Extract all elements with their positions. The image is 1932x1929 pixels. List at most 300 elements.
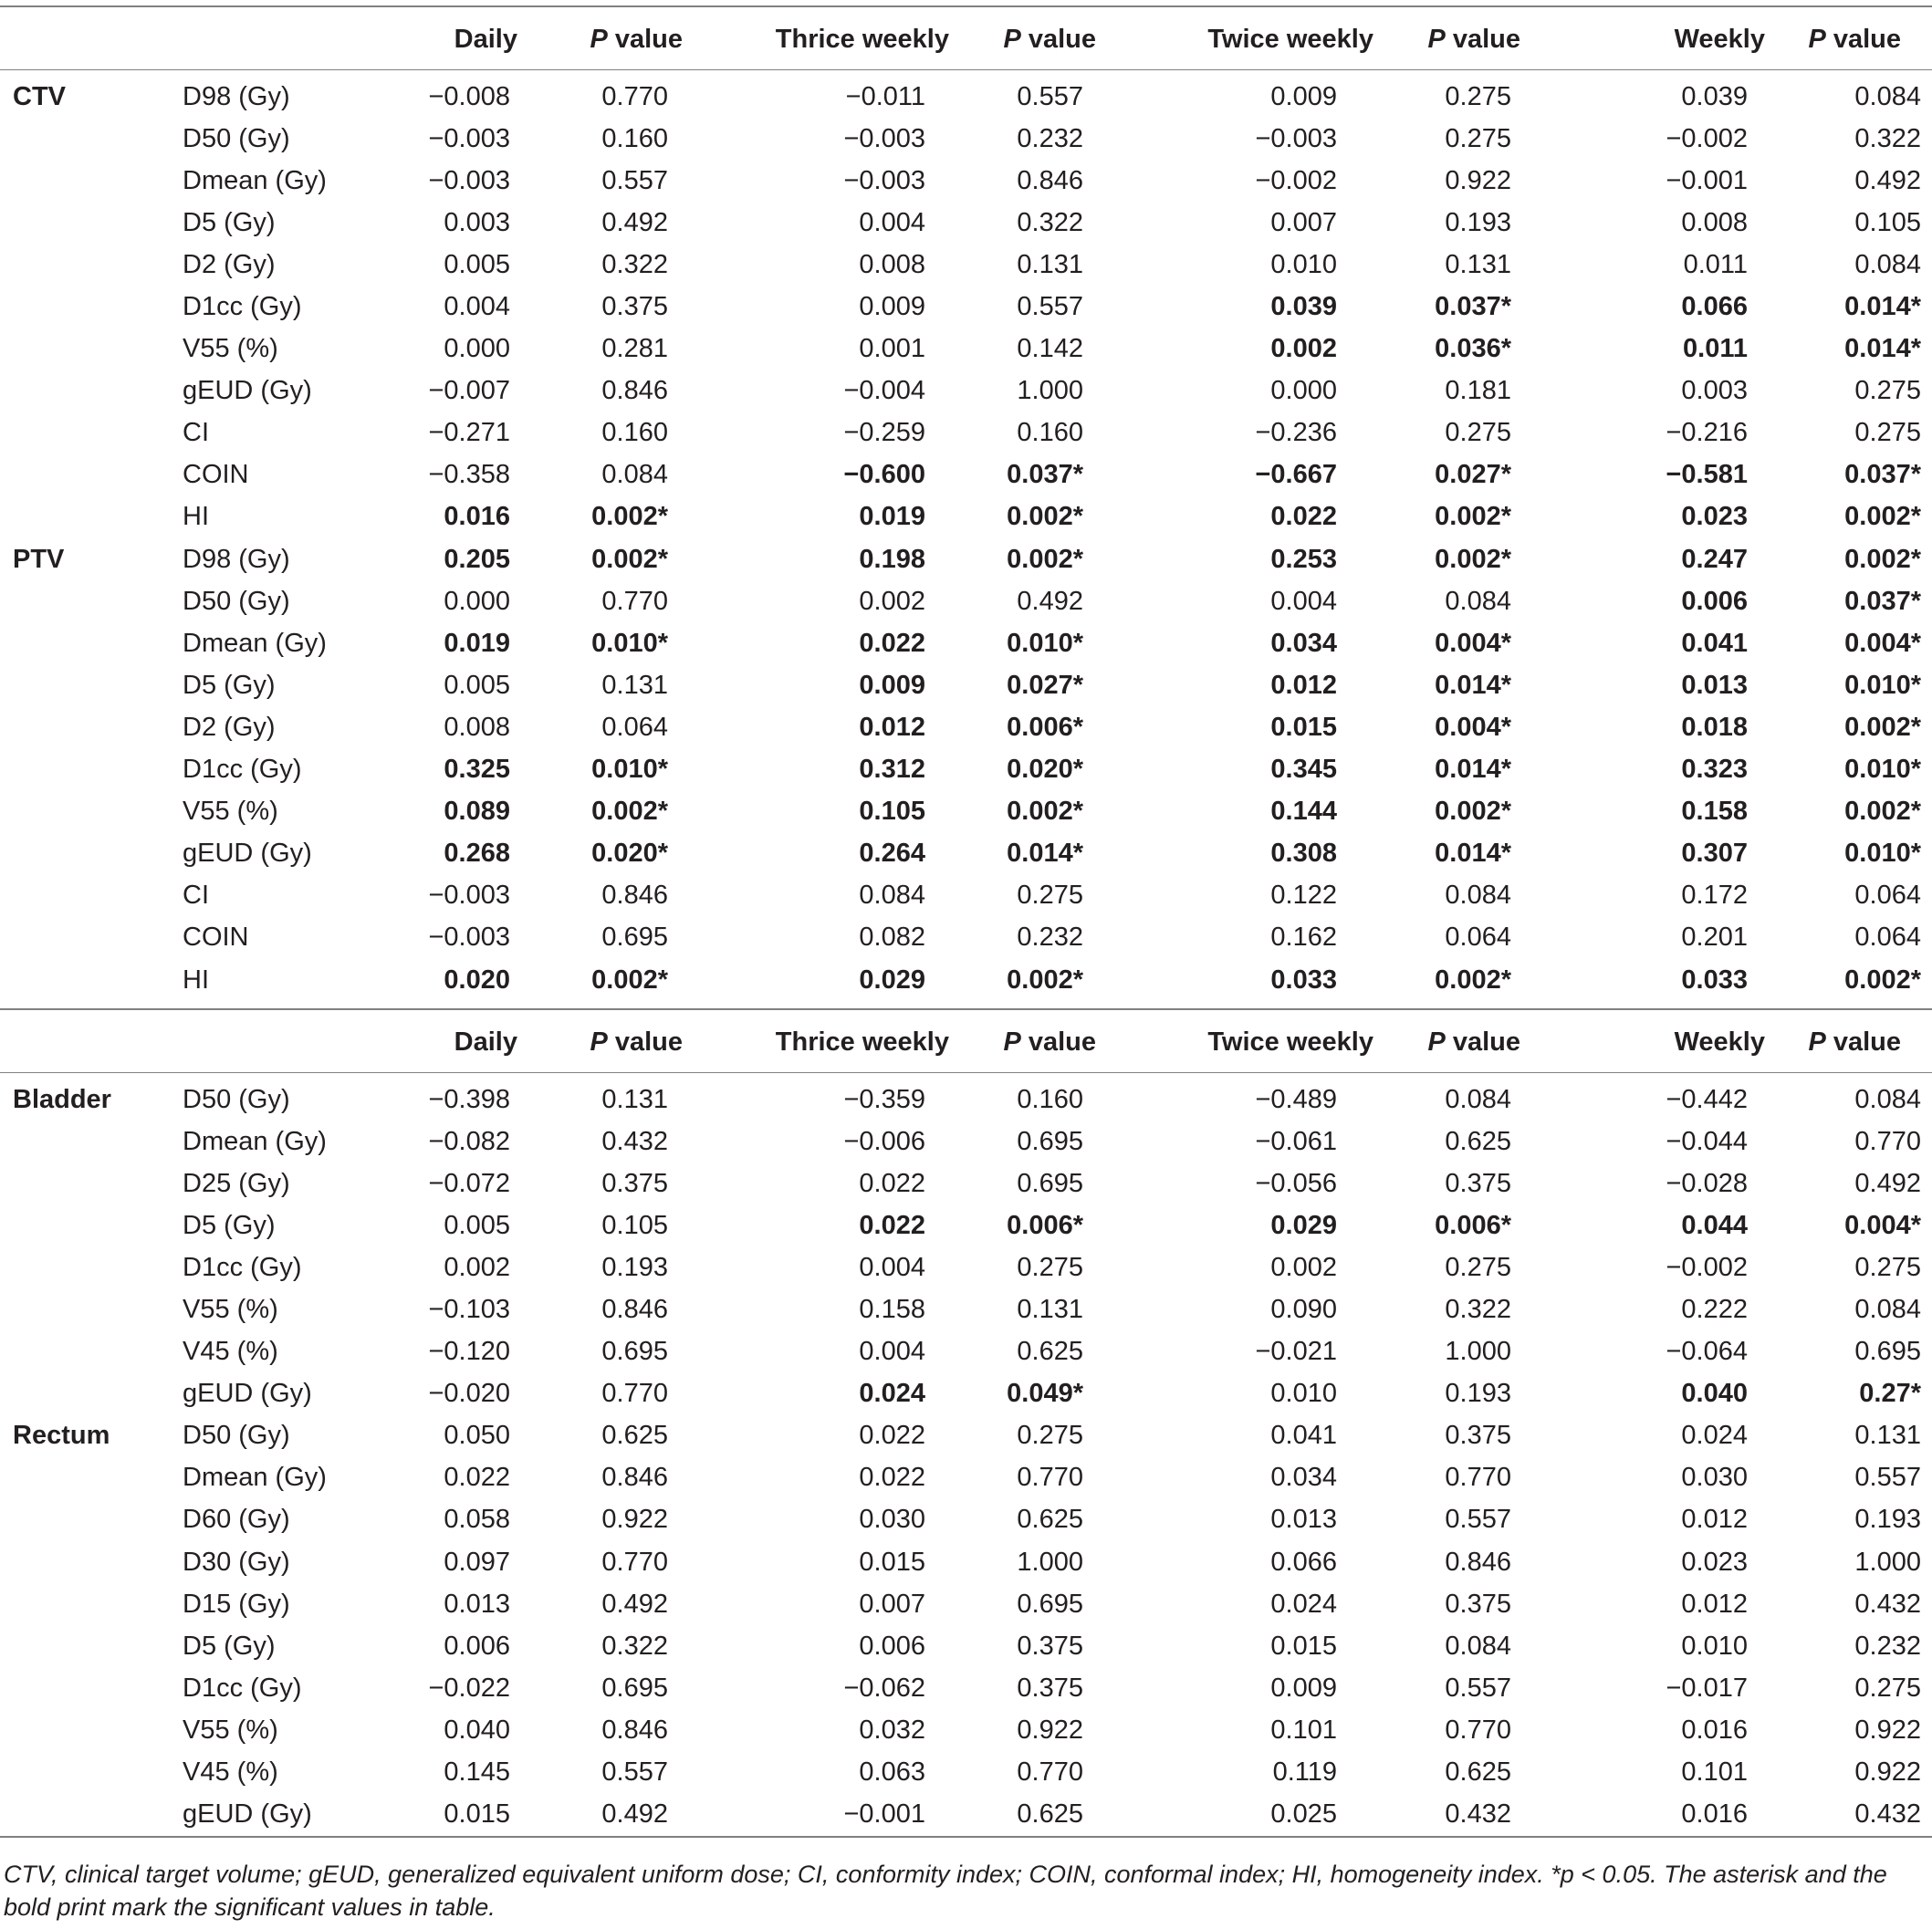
- group-label-empty: [0, 1373, 183, 1415]
- table-row: [0, 833, 1932, 875]
- difference-value-cell: 0.012: [1270, 670, 1337, 700]
- p-value-cell: 0.037*: [1007, 460, 1083, 490]
- metric-label: V55 (%): [183, 1715, 278, 1745]
- p-value-cell: 0.375: [1445, 1589, 1511, 1619]
- difference-value-cell: 0.008: [1681, 207, 1748, 237]
- p-value-cell: 0.432: [601, 1126, 668, 1156]
- difference-value-cell: 0.029: [1270, 1210, 1337, 1240]
- p-value-cell: 0.275: [1445, 81, 1511, 111]
- p-value-cell: 0.014*: [1844, 334, 1921, 364]
- metric-label: D5 (Gy): [183, 670, 276, 700]
- metric-label: D5 (Gy): [183, 1210, 276, 1240]
- table-row: [0, 791, 1932, 833]
- difference-value-cell: −0.667: [1255, 460, 1337, 490]
- p-value-cell: 0.922: [1854, 1715, 1921, 1745]
- difference-value-cell: 0.006: [444, 1631, 510, 1661]
- difference-value-cell: 0.012: [1681, 1505, 1748, 1535]
- difference-value-cell: −0.082: [428, 1126, 510, 1156]
- p-value-cell: 0.322: [601, 1631, 668, 1661]
- p-value-cell: 0.846: [601, 376, 668, 406]
- difference-value-cell: 0.247: [1681, 544, 1748, 574]
- table-row: [0, 538, 1932, 580]
- difference-value-cell: 0.090: [1270, 1295, 1337, 1325]
- metric-label: CI: [183, 418, 209, 448]
- group-label-empty: [0, 160, 183, 202]
- p-value-cell: 0.232: [1017, 123, 1083, 153]
- difference-value-cell: 0.013: [444, 1589, 510, 1619]
- metric-label: CI: [183, 881, 209, 911]
- p-value-cell: 0.049*: [1007, 1379, 1083, 1409]
- difference-value-cell: 0.022: [859, 1421, 925, 1451]
- p-value-cell: 0.275: [1017, 881, 1083, 911]
- difference-value-cell: −0.259: [843, 418, 925, 448]
- p-value-cell: 0.275: [1445, 418, 1511, 448]
- p-value-cell: 0.375: [1445, 1421, 1511, 1451]
- p-value-cell: 0.770: [1445, 1715, 1511, 1745]
- p-value-cell: 0.322: [1445, 1295, 1511, 1325]
- group-label-empty: [0, 1625, 183, 1667]
- p-value-cell: 0.010*: [1844, 839, 1921, 869]
- metric-label: D50 (Gy): [183, 1084, 290, 1114]
- difference-value-cell: −0.003: [428, 923, 510, 953]
- p-value-cell: 0.084: [1445, 586, 1511, 616]
- difference-value-cell: 0.024: [859, 1379, 925, 1409]
- difference-value-cell: −0.056: [1255, 1168, 1337, 1198]
- p-value-cell: 0.625: [1017, 1505, 1083, 1535]
- group-label-empty: [0, 580, 183, 622]
- difference-value-cell: −0.061: [1255, 1126, 1337, 1156]
- p-value-cell: 0.322: [1854, 123, 1921, 153]
- table-row: [0, 875, 1932, 917]
- group-label-empty: [0, 1163, 183, 1204]
- difference-value-cell: 0.084: [859, 881, 925, 911]
- group-label-empty: [0, 454, 183, 496]
- difference-value-cell: 0.172: [1681, 881, 1748, 911]
- p-value-cell: 1.000: [1854, 1547, 1921, 1577]
- p-value-cell: 0.492: [601, 207, 668, 237]
- p-value-cell: 0.625: [1445, 1126, 1511, 1156]
- difference-value-cell: 0.020: [444, 964, 510, 995]
- p-value-cell: 0.557: [601, 165, 668, 195]
- difference-value-cell: 0.013: [1681, 670, 1748, 700]
- difference-value-cell: 0.312: [859, 755, 925, 785]
- difference-value-cell: 0.101: [1270, 1715, 1337, 1745]
- metric-label: gEUD (Gy): [183, 376, 312, 406]
- header-p-value: P value: [1373, 6, 1551, 70]
- p-value-cell: 0.557: [1445, 1505, 1511, 1535]
- p-value-cell: 0.695: [601, 923, 668, 953]
- difference-value-cell: 0.011: [1683, 334, 1748, 364]
- metric-label: COIN: [183, 460, 249, 490]
- difference-value-cell: 0.158: [1681, 797, 1748, 827]
- difference-value-cell: 0.050: [444, 1421, 510, 1451]
- difference-value-cell: 0.004: [859, 207, 925, 237]
- difference-value-cell: 0.082: [859, 923, 925, 953]
- p-value-cell: 0.131: [1017, 249, 1083, 279]
- difference-value-cell: −0.006: [843, 1126, 925, 1156]
- table-row: [0, 1121, 1932, 1163]
- p-value-cell: 0.695: [1854, 1337, 1921, 1367]
- table-row: [0, 1204, 1932, 1246]
- table-row: [0, 286, 1932, 328]
- difference-value-cell: 0.005: [444, 670, 510, 700]
- p-value-cell: 0.281: [601, 334, 668, 364]
- difference-value-cell: −0.072: [428, 1168, 510, 1198]
- p-value-cell: 0.770: [601, 1379, 668, 1409]
- metric-label: D98 (Gy): [183, 544, 290, 574]
- difference-value-cell: −0.003: [428, 881, 510, 911]
- p-value-cell: 0.846: [1017, 165, 1083, 195]
- difference-value-cell: 0.015: [1270, 712, 1337, 742]
- p-value-cell: 0.002*: [1007, 797, 1083, 827]
- difference-value-cell: 0.023: [1681, 1547, 1748, 1577]
- p-value-cell: 0.105: [1854, 207, 1921, 237]
- group-label-empty: [0, 959, 183, 1001]
- table-row: [0, 118, 1932, 160]
- p-value-cell: 0.064: [1854, 881, 1921, 911]
- p-value-cell: 0.557: [1445, 1673, 1511, 1703]
- p-value-cell: 0.084: [1854, 1295, 1921, 1325]
- p-value-cell: 0.084: [1854, 249, 1921, 279]
- group-label-empty: [0, 202, 183, 244]
- group-label-empty: [0, 328, 183, 370]
- p-value-cell: 0.375: [1445, 1168, 1511, 1198]
- header-blank-metric: [183, 6, 392, 70]
- difference-value-cell: 0.058: [444, 1505, 510, 1535]
- group-label-empty: [0, 1457, 183, 1499]
- p-value-cell: 0.002*: [591, 964, 668, 995]
- difference-value-cell: 0.012: [859, 712, 925, 742]
- difference-value-cell: 0.063: [859, 1757, 925, 1788]
- header-p-value: P value: [1780, 6, 1932, 70]
- p-value-cell: 1.000: [1445, 1337, 1511, 1367]
- p-value-cell: 0.27*: [1859, 1379, 1921, 1409]
- p-value-cell: 0.027*: [1435, 460, 1511, 490]
- difference-value-cell: −0.064: [1666, 1337, 1748, 1367]
- p-value-cell: 0.160: [601, 123, 668, 153]
- p-value-cell: 0.037*: [1844, 586, 1921, 616]
- difference-value-cell: 0.010: [1681, 1631, 1748, 1661]
- p-value-cell: 0.922: [1854, 1757, 1921, 1788]
- table-row: [0, 1583, 1932, 1625]
- metric-label: D30 (Gy): [183, 1547, 290, 1577]
- table-row: [0, 1163, 1932, 1204]
- difference-value-cell: 0.016: [1681, 1715, 1748, 1745]
- p-value-cell: 0.002*: [1435, 502, 1511, 532]
- difference-value-cell: 0.008: [859, 249, 925, 279]
- p-value-cell: 0.275: [1017, 1421, 1083, 1451]
- difference-value-cell: 0.011: [1683, 249, 1748, 279]
- group-label-empty: [0, 412, 183, 454]
- p-value-cell: 0.770: [601, 81, 668, 111]
- p-value-cell: 0.922: [601, 1505, 668, 1535]
- metric-label: Dmean (Gy): [183, 628, 327, 658]
- p-value-cell: 0.010*: [591, 628, 668, 658]
- p-value-cell: 0.375: [601, 1168, 668, 1198]
- p-value-cell: 0.492: [1854, 165, 1921, 195]
- difference-value-cell: 0.010: [1270, 249, 1337, 279]
- difference-value-cell: −0.442: [1666, 1084, 1748, 1114]
- difference-value-cell: −0.001: [1666, 165, 1748, 195]
- p-value-cell: 0.142: [1017, 334, 1083, 364]
- p-value-cell: 0.002*: [1007, 502, 1083, 532]
- metric-label: D60 (Gy): [183, 1505, 290, 1535]
- p-value-cell: 0.160: [601, 418, 668, 448]
- table-row: [0, 1331, 1932, 1373]
- table-row: [0, 160, 1932, 202]
- difference-value-cell: −0.003: [428, 165, 510, 195]
- metric-label: gEUD (Gy): [183, 1379, 312, 1409]
- difference-value-cell: −0.003: [428, 123, 510, 153]
- p-value-cell: 0.846: [601, 1295, 668, 1325]
- p-value-cell: 0.492: [1017, 586, 1083, 616]
- metric-label: V55 (%): [183, 1295, 278, 1325]
- difference-value-cell: 0.119: [1272, 1757, 1337, 1788]
- group-label-empty: [0, 1752, 183, 1794]
- p-value-cell: 0.014*: [1844, 292, 1921, 322]
- p-value-cell: 0.275: [1854, 418, 1921, 448]
- p-value-cell: 0.770: [601, 586, 668, 616]
- p-value-cell: 0.160: [1017, 418, 1083, 448]
- difference-value-cell: 0.268: [444, 839, 510, 869]
- header-p-value: P value: [960, 1009, 1127, 1073]
- p-value-cell: 0.846: [601, 1463, 668, 1493]
- p-value-cell: 0.846: [601, 881, 668, 911]
- difference-value-cell: −0.008: [428, 81, 510, 111]
- difference-value-cell: 0.145: [444, 1757, 510, 1788]
- p-value-cell: 0.131: [601, 670, 668, 700]
- p-value-cell: 0.375: [1017, 1631, 1083, 1661]
- difference-value-cell: −0.007: [428, 376, 510, 406]
- difference-value-cell: −0.120: [428, 1337, 510, 1367]
- p-value-cell: 0.232: [1017, 923, 1083, 953]
- p-value-cell: 0.002*: [1844, 502, 1921, 532]
- p-value-cell: 0.010*: [1844, 755, 1921, 785]
- p-value-cell: 0.322: [1017, 207, 1083, 237]
- table-row: [0, 622, 1932, 664]
- difference-value-cell: −0.002: [1666, 123, 1748, 153]
- metric-label: Dmean (Gy): [183, 165, 327, 195]
- difference-value-cell: 0.029: [859, 964, 925, 995]
- p-value-cell: 0.002*: [1435, 544, 1511, 574]
- difference-value-cell: −0.002: [1255, 165, 1337, 195]
- metric-label: D98 (Gy): [183, 81, 290, 111]
- p-value-cell: 0.375: [1017, 1673, 1083, 1703]
- header-daily: Daily: [392, 1009, 517, 1073]
- metric-label: HI: [183, 502, 209, 532]
- metric-label: gEUD (Gy): [183, 839, 312, 869]
- table-row: [0, 454, 1932, 496]
- p-value-cell: 1.000: [1017, 376, 1083, 406]
- p-value-cell: 0.625: [1445, 1757, 1511, 1788]
- p-value-cell: 0.010*: [591, 755, 668, 785]
- difference-value-cell: 0.009: [859, 292, 925, 322]
- difference-value-cell: 0.307: [1681, 839, 1748, 869]
- difference-value-cell: 0.198: [859, 544, 925, 574]
- difference-value-cell: 0.022: [859, 1168, 925, 1198]
- p-value-cell: 0.004*: [1844, 628, 1921, 658]
- p-value-cell: 0.006*: [1007, 1210, 1083, 1240]
- difference-value-cell: 0.003: [1681, 376, 1748, 406]
- difference-value-cell: 0.004: [859, 1252, 925, 1282]
- results-table-top: [0, 5, 1932, 1001]
- difference-value-cell: 0.089: [444, 797, 510, 827]
- table-row: [0, 1499, 1932, 1541]
- difference-value-cell: −0.581: [1666, 460, 1748, 490]
- difference-value-cell: 0.006: [1681, 586, 1748, 616]
- metric-label: D1cc (Gy): [183, 292, 302, 322]
- difference-value-cell: −0.044: [1666, 1126, 1748, 1156]
- difference-value-cell: 0.012: [1681, 1589, 1748, 1619]
- p-value-cell: 0.002*: [1844, 964, 1921, 995]
- p-value-cell: 0.275: [1854, 376, 1921, 406]
- difference-value-cell: −0.003: [843, 123, 925, 153]
- difference-value-cell: 0.066: [1270, 1547, 1337, 1577]
- group-label-empty: [0, 118, 183, 160]
- difference-value-cell: −0.028: [1666, 1168, 1748, 1198]
- p-value-cell: 0.020*: [591, 839, 668, 869]
- group-label-empty: [0, 1204, 183, 1246]
- p-value-cell: 0.014*: [1435, 670, 1511, 700]
- p-value-cell: 0.557: [1017, 81, 1083, 111]
- metric-label: V45 (%): [183, 1337, 278, 1367]
- difference-value-cell: 0.323: [1681, 755, 1748, 785]
- difference-value-cell: 0.015: [859, 1547, 925, 1577]
- difference-value-cell: 0.007: [859, 1589, 925, 1619]
- difference-value-cell: 0.024: [1270, 1589, 1337, 1619]
- group-label-empty: [0, 244, 183, 286]
- difference-value-cell: −0.002: [1666, 1252, 1748, 1282]
- p-value-cell: 0.002*: [1844, 544, 1921, 574]
- difference-value-cell: 0.002: [444, 1252, 510, 1282]
- metric-label: Dmean (Gy): [183, 1126, 327, 1156]
- metric-label: gEUD (Gy): [183, 1799, 312, 1830]
- p-value-cell: 0.084: [1445, 1631, 1511, 1661]
- table-row: [0, 959, 1932, 1001]
- p-value-cell: 0.084: [601, 460, 668, 490]
- metric-label: D1cc (Gy): [183, 1252, 302, 1282]
- p-value-cell: 0.193: [1445, 1379, 1511, 1409]
- difference-value-cell: −0.022: [428, 1673, 510, 1703]
- difference-value-cell: 0.205: [444, 544, 510, 574]
- p-value-cell: 1.000: [1017, 1547, 1083, 1577]
- difference-value-cell: 0.022: [859, 628, 925, 658]
- difference-value-cell: 0.016: [444, 502, 510, 532]
- table-row: [0, 1288, 1932, 1330]
- p-value-cell: 0.432: [1854, 1589, 1921, 1619]
- p-value-cell: 0.193: [1854, 1505, 1921, 1535]
- header-p-value: P value: [960, 6, 1127, 70]
- p-value-cell: 0.002*: [1844, 797, 1921, 827]
- p-value-cell: 0.020*: [1007, 755, 1083, 785]
- difference-value-cell: 0.018: [1681, 712, 1748, 742]
- p-value-cell: 0.131: [601, 1084, 668, 1114]
- difference-value-cell: 0.009: [1270, 1673, 1337, 1703]
- p-value-cell: 0.002*: [591, 797, 668, 827]
- header-blank-group: [0, 1009, 183, 1073]
- difference-value-cell: −0.001: [843, 1799, 925, 1830]
- p-value-cell: 0.002*: [1435, 964, 1511, 995]
- header-p-value: P value: [517, 1009, 714, 1073]
- difference-value-cell: −0.489: [1255, 1084, 1337, 1114]
- p-value-cell: 0.770: [601, 1547, 668, 1577]
- metric-label: V55 (%): [183, 334, 278, 364]
- p-value-cell: 0.002*: [1007, 544, 1083, 574]
- p-value-cell: 0.625: [1017, 1799, 1083, 1830]
- difference-value-cell: 0.022: [859, 1210, 925, 1240]
- p-value-cell: 0.375: [601, 292, 668, 322]
- difference-value-cell: 0.005: [444, 1210, 510, 1240]
- p-value-cell: 0.922: [1017, 1715, 1083, 1745]
- difference-value-cell: −0.271: [428, 418, 510, 448]
- p-value-cell: 0.027*: [1007, 670, 1083, 700]
- difference-value-cell: 0.019: [859, 502, 925, 532]
- difference-value-cell: −0.021: [1255, 1337, 1337, 1367]
- difference-value-cell: −0.103: [428, 1295, 510, 1325]
- header-twice-weekly: Twice weekly: [1127, 6, 1373, 70]
- group-label-empty: [0, 1246, 183, 1288]
- group-label-empty: [0, 1541, 183, 1583]
- metric-label: Dmean (Gy): [183, 1463, 327, 1493]
- difference-value-cell: 0.010: [1270, 1379, 1337, 1409]
- p-value-cell: 0.695: [1017, 1589, 1083, 1619]
- p-value-cell: 0.131: [1854, 1421, 1921, 1451]
- difference-value-cell: 0.066: [1681, 292, 1748, 322]
- header-thrice-weekly: Thrice weekly: [714, 1009, 960, 1073]
- table-row: [0, 70, 1932, 119]
- table-row: [0, 706, 1932, 748]
- difference-value-cell: 0.039: [1681, 81, 1748, 111]
- p-value-cell: 0.625: [601, 1421, 668, 1451]
- table-row: [0, 412, 1932, 454]
- table-row: [0, 749, 1932, 791]
- p-value-cell: 0.084: [1854, 1084, 1921, 1114]
- p-value-cell: 0.064: [601, 712, 668, 742]
- difference-value-cell: 0.009: [859, 670, 925, 700]
- table-body-top: [0, 6, 1932, 1001]
- difference-value-cell: 0.015: [1270, 1631, 1337, 1661]
- group-label-empty: [0, 1667, 183, 1709]
- header-p-value: P value: [1780, 1009, 1932, 1073]
- difference-value-cell: 0.022: [859, 1463, 925, 1493]
- difference-value-cell: 0.097: [444, 1547, 510, 1577]
- group-label-empty: [0, 706, 183, 748]
- p-value-cell: 0.492: [601, 1589, 668, 1619]
- p-value-cell: 0.014*: [1435, 839, 1511, 869]
- difference-value-cell: −0.216: [1666, 418, 1748, 448]
- p-value-cell: 0.002*: [591, 544, 668, 574]
- difference-value-cell: 0.003: [444, 207, 510, 237]
- difference-value-cell: 0.040: [1681, 1379, 1748, 1409]
- group-label-empty: [0, 1583, 183, 1625]
- group-label: CTV: [13, 81, 66, 111]
- group-label: Rectum: [13, 1421, 110, 1451]
- difference-value-cell: −0.359: [843, 1084, 925, 1114]
- header-weekly: Weekly: [1551, 1009, 1780, 1073]
- p-value-cell: 0.181: [1445, 376, 1511, 406]
- difference-value-cell: 0.158: [859, 1295, 925, 1325]
- metric-label: D1cc (Gy): [183, 1673, 302, 1703]
- p-value-cell: 0.004*: [1844, 1210, 1921, 1240]
- p-value-cell: 0.037*: [1844, 460, 1921, 490]
- difference-value-cell: 0.022: [444, 1463, 510, 1493]
- p-value-cell: 0.432: [1445, 1799, 1511, 1830]
- table-row: [0, 1457, 1932, 1499]
- metric-label: D5 (Gy): [183, 207, 276, 237]
- difference-value-cell: 0.023: [1681, 502, 1748, 532]
- difference-value-cell: −0.236: [1255, 418, 1337, 448]
- p-value-cell: 0.275: [1854, 1252, 1921, 1282]
